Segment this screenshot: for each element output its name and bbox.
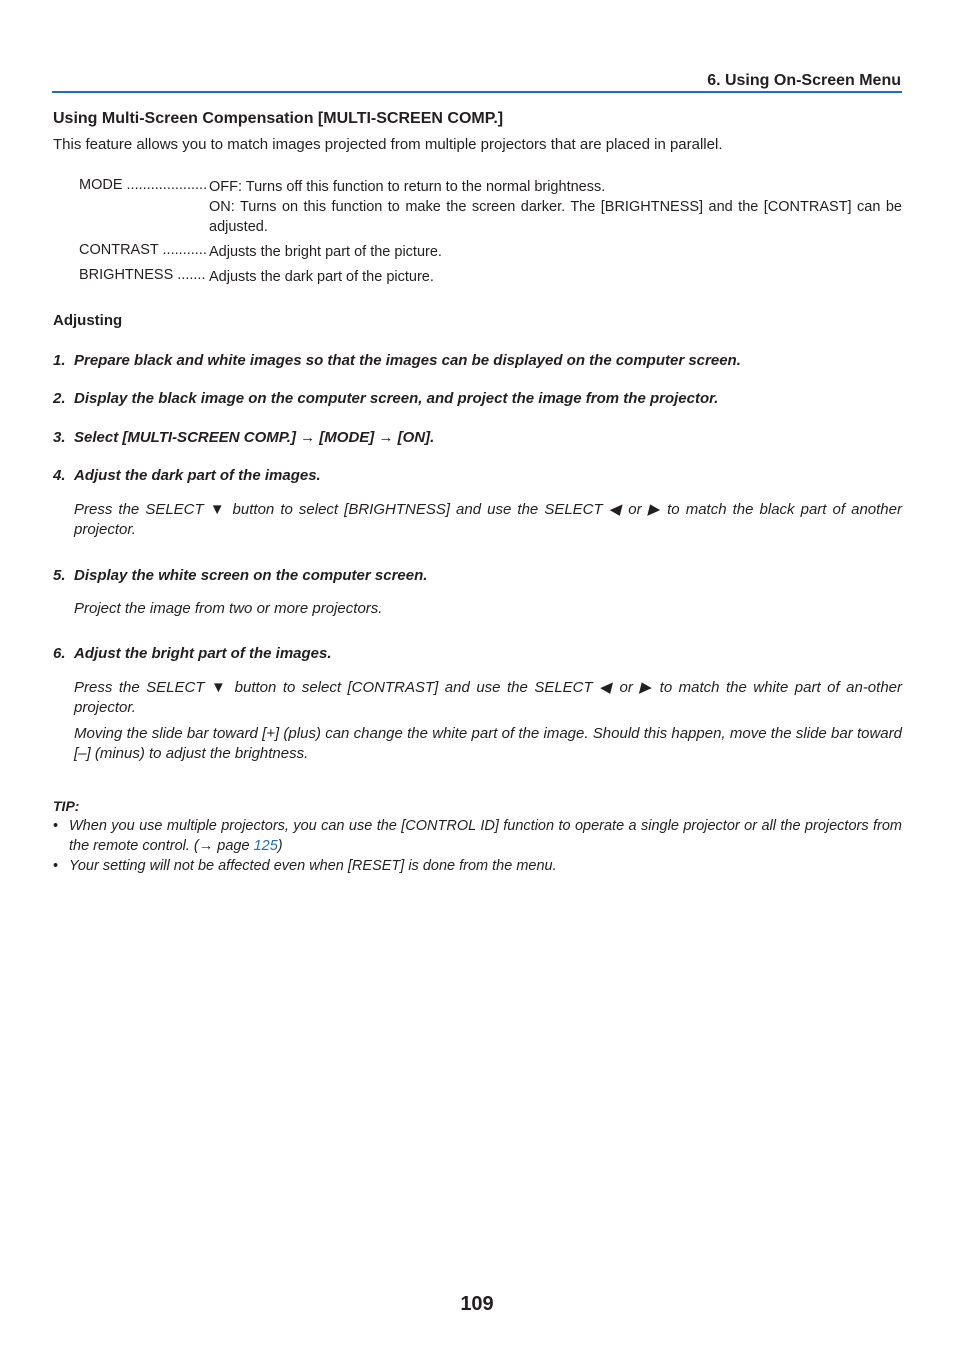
tip-box (53, 796, 902, 876)
step-6 (53, 644, 902, 764)
step-1 (53, 351, 902, 371)
step-text: Adjust the bright part of the images. (74, 645, 332, 662)
step-text-part: [ON]. (393, 429, 435, 446)
step-text: Display the white screen on the computer screen. (74, 567, 428, 584)
definition-list (79, 177, 902, 287)
step-body-text: Press the SELECT ▼ button to select [BRIGHTNESS] and use the SELECT ◀ or ▶ to match the black part of another projector. (74, 501, 902, 538)
arrow-right-icon: → (300, 429, 316, 446)
step-number: 4. (53, 467, 66, 484)
section-title: Using Multi-Screen Compensation [MULTI-SCREEN COMP.] (53, 110, 504, 127)
step-body-text: Press the SELECT ▼ button to select [CONTRAST] and use the SELECT ◀ or ▶ to match the white part of an-other projector. (74, 679, 902, 716)
tip-item (53, 816, 902, 856)
step-number: 5. (53, 567, 66, 584)
running-header: 6. Using On-Screen Menu (707, 72, 901, 89)
step-text: Prepare black and white images so that the images can be displayed on the computer screen. (74, 352, 741, 369)
page-number: 109 (460, 1293, 494, 1315)
section-intro: This feature allows you to match images projected from multiple projectors that are placed in parallel. (53, 136, 723, 153)
step-number: 2. (53, 390, 66, 407)
step-heading (53, 644, 902, 664)
adjusting-heading: Adjusting (53, 312, 123, 329)
tip-text: page (213, 838, 254, 854)
tip-text: Your setting will not be affected even when [RESET] is done from the menu. (69, 858, 557, 874)
bullet-icon: • (53, 818, 59, 834)
tip-item (53, 856, 902, 876)
step-number: 3. (53, 429, 66, 446)
bullet-icon: • (53, 858, 59, 874)
definition-term: BRIGHTNESS ..... (79, 267, 206, 283)
definition-line: Adjusts the bright part of the picture. (209, 244, 442, 260)
step-number: 6. (53, 645, 66, 662)
definition-contrast (79, 242, 902, 262)
tip-text: When you use multiple projectors, you can use the [CONTROL ID] function to operate a single projector or all the projectors from the remote control. ( (69, 818, 902, 854)
definition-line: ON: Turns on this function to make the screen darker. The [BRIGHTNESS] and the [CONTRAST] can be adjusted. (209, 199, 902, 235)
definition-line: Adjusts the dark part of the picture. (209, 269, 434, 285)
definition-brightness (79, 267, 902, 287)
step-text: Display the black image on the computer screen, and project the image from the projector. (74, 390, 719, 407)
tip-label: TIP: (53, 798, 80, 814)
step-list (53, 351, 902, 764)
step-heading (53, 428, 902, 448)
step-heading (53, 466, 902, 486)
step-body-text: Project the image from two or more projectors. (74, 600, 383, 617)
arrow-right-icon: → (378, 429, 394, 446)
definition-description (209, 177, 902, 237)
step-2 (53, 389, 902, 409)
tip-text: ) (277, 838, 283, 854)
arrow-right-icon: → (198, 838, 214, 854)
header-rule (52, 91, 902, 93)
definition-description (209, 267, 902, 287)
step-number: 1. (53, 352, 66, 369)
definition-description (209, 242, 902, 262)
step-heading (53, 566, 902, 586)
step-text-part: [MODE] (315, 429, 379, 446)
definition-term: CONTRAST ..... (79, 242, 206, 258)
definition-mode (79, 177, 902, 237)
step-4 (53, 466, 902, 540)
definition-line: OFF: Turns off this function to return to the normal brightness. (209, 179, 606, 195)
step-text: Adjust the dark part of the images. (74, 467, 321, 484)
step-heading (53, 389, 902, 409)
step-body-text: Moving the slide bar toward [+] (plus) can change the white part of the image. Should this happen, move the slide bar toward [–] (minus) to adjust the brightness. (74, 725, 902, 762)
step-text-part: Select [MULTI-SCREEN COMP.] (74, 429, 301, 446)
step-5 (53, 566, 902, 619)
step-heading (53, 351, 902, 371)
page-link[interactable]: 125 (253, 838, 278, 854)
step-3 (53, 428, 902, 448)
definition-term: MODE ..... (79, 177, 206, 193)
